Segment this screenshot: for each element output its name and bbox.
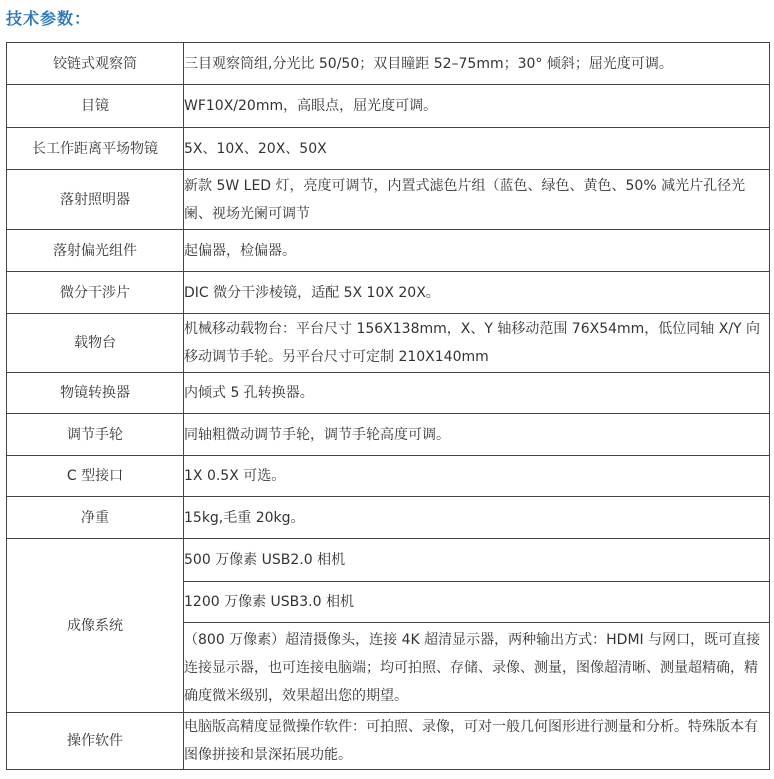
param-value: 三目观察筒组,分光比 50/50；双目瞳距 52–75mm；30° 倾斜；屈光度可调。 [184,43,770,85]
param-name: 成像系统 [7,539,184,713]
table-row [7,272,770,314]
param-name: 净重 [7,497,184,539]
spec-table [6,42,770,770]
param-value: 电脑版高精度显微操作软件：可拍照、录像，可对一般几何图形进行测量和分析。特殊版本有图像拼接和景深拓展功能。 [184,713,770,770]
table-row [7,314,770,373]
param-value: 机械移动载物台：平台尺寸 156X138mm，X、Y 轴移动范围 76X54mm，低位同轴 X/Y 向移动调节手轮。另平台尺寸可定制 210X140mm [184,314,770,373]
param-name: 落射偏光组件 [7,230,184,272]
param-value: DIC 微分干涉棱镜，适配 5X 10X 20X。 [184,272,770,314]
param-value: 1200 万像素 USB3.0 相机 [184,582,770,623]
param-name: C 型接口 [7,456,184,497]
table-row [7,85,770,128]
param-name: 目镜 [7,85,184,128]
param-value: 1X 0.5X 可选。 [184,456,770,497]
param-name: 操作软件 [7,713,184,770]
param-name: 物镜转换器 [7,373,184,414]
param-name: 落射照明器 [7,170,184,230]
table-row [7,414,770,456]
table-row [7,456,770,497]
param-value: 500 万像素 USB2.0 相机 [184,539,770,582]
param-value: 内倾式 5 孔转换器。 [184,373,770,414]
param-value: 起偏器，检偏器。 [184,230,770,272]
param-name: 调节手轮 [7,414,184,456]
param-value: 5X、10X、20X、50X [184,128,770,170]
param-value: 15kg,毛重 20kg。 [184,497,770,539]
table-row [7,539,770,582]
table-row [7,43,770,85]
table-row [7,128,770,170]
table-row [7,497,770,539]
param-name: 长工作距离平场物镜 [7,128,184,170]
param-value: （800 万像素）超清摄像头，连接 4K 超清显示器，两种输出方式：HDMI 与网口，既可直接连接显示器，也可连接电脑端；均可拍照、存储、录像、测量，图像超清晰、测量超精确，精确度微米级别，效果超出您的期望。 [184,623,770,713]
param-name: 载物台 [7,314,184,373]
table-row [7,373,770,414]
table-row [7,230,770,272]
param-value: 同轴粗微动调节手轮，调节手轮高度可调。 [184,414,770,456]
table-row [7,713,770,770]
table-row [7,170,770,230]
param-value: WF10X/20mm，高眼点，屈光度可调。 [184,85,770,128]
page-title: 技术参数： [6,9,92,28]
param-value: 新款 5W LED 灯，亮度可调节，内置式滤色片组（蓝色、绿色、黄色、50% 减光片孔径光阑、视场光阑可调节 [184,170,770,230]
param-name: 铰链式观察筒 [7,43,184,85]
param-name: 微分干涉片 [7,272,184,314]
